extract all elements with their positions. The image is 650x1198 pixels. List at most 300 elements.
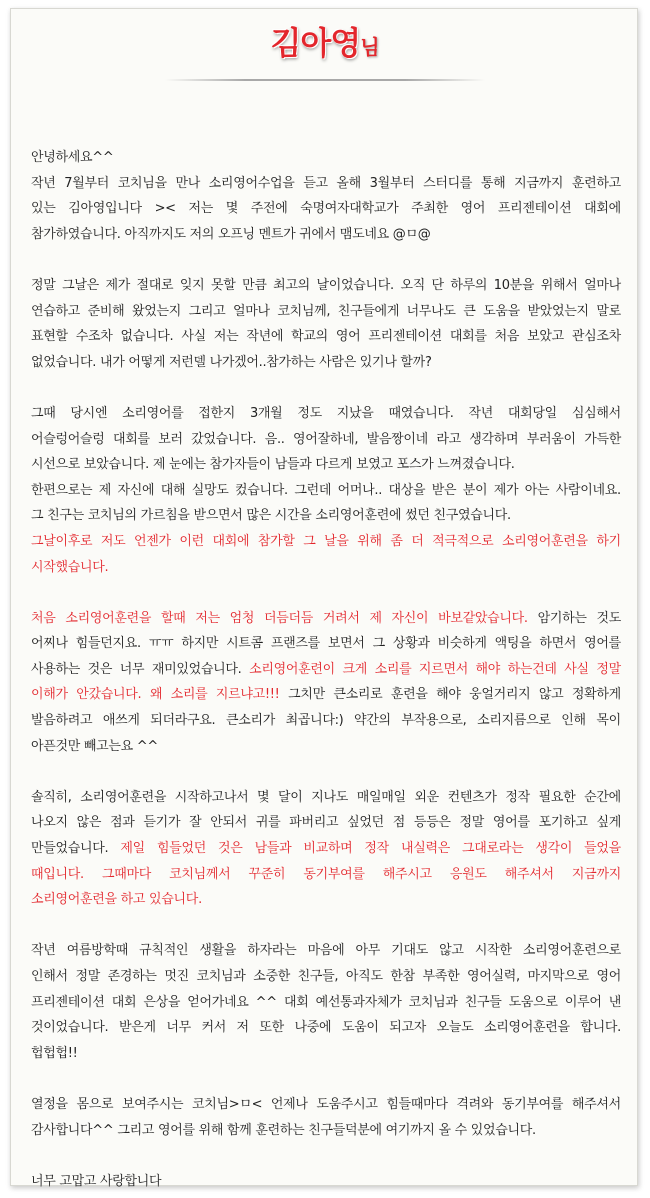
text-line (31, 785, 621, 811)
word: 아는 (524, 482, 550, 498)
word: 보았고 (527, 329, 564, 345)
highlighted-word: 크게 (342, 661, 367, 677)
word: 얻어가네요 (187, 994, 249, 1010)
word: 가득한 (584, 431, 621, 447)
word: 인해 (561, 713, 586, 729)
word: 작년 (468, 405, 493, 421)
word: 여름방학때 (66, 943, 128, 959)
word: 그 (31, 508, 44, 524)
word: 그날은 (62, 277, 99, 293)
word: 맴도네요 (339, 226, 389, 242)
word: 어떻게 (128, 354, 166, 370)
word: 파버리고 (289, 815, 339, 831)
word: 너무나도 (406, 303, 456, 319)
page-title (11, 23, 639, 67)
word: 듣기가 (143, 815, 181, 831)
highlighted-word: 처음 (31, 610, 56, 626)
paragraph-gap (31, 913, 621, 939)
highlighted-word: 거려서 (322, 610, 360, 626)
author-honorific: 님 (360, 35, 380, 59)
word: 것은 (87, 661, 113, 677)
text-line (31, 606, 621, 632)
word: 잘 (189, 815, 202, 831)
word: 준비해 (87, 303, 125, 319)
word: 정작 (505, 789, 530, 805)
word: 재미있었습니다. (151, 661, 242, 677)
word: 처음 (494, 329, 520, 345)
word: 영어 (596, 969, 621, 984)
word: 코치님과 (196, 969, 246, 984)
word: 대해 (160, 482, 186, 498)
word: 프리젠테이션 (368, 329, 442, 345)
word: 친구들에게 (337, 303, 400, 319)
word: 있는 (31, 201, 56, 217)
word: 제가 (105, 277, 130, 293)
word: 어찌나 (31, 636, 68, 652)
highlighted-word: 소리영어훈련을 (65, 610, 152, 626)
word: 영어 (460, 201, 486, 217)
word: ㅠㅠ (148, 636, 174, 652)
word: 있기나 (359, 354, 397, 370)
text-line (31, 401, 621, 427)
highlighted-word: 하기 (596, 533, 621, 549)
word: 올 (438, 1122, 451, 1138)
highlighted-word: 남들과 (254, 841, 292, 857)
word: 웅얼거리지 (469, 687, 531, 703)
word: 받으면서 (193, 508, 243, 524)
word: 내가 (99, 354, 125, 370)
word: 않고 (439, 943, 464, 959)
word: 매일매일 (356, 789, 406, 805)
text-line (31, 862, 621, 888)
highlighted-word: 왜 (149, 687, 163, 703)
word: 그때 (31, 405, 56, 421)
word: 눈에는 (168, 457, 206, 473)
word: 학교의 (291, 329, 328, 345)
word: 힘들때마다 (386, 1096, 448, 1112)
word: 왔었는지 (131, 303, 182, 319)
word: 사실 (181, 329, 206, 345)
text-line (31, 887, 621, 913)
word: 주전에 (250, 201, 288, 217)
word: 포기하고 (538, 815, 588, 831)
word: 영어실력, (466, 969, 520, 984)
text-line (31, 478, 621, 504)
word: 연습하고 (31, 303, 81, 319)
word: 것도 (596, 610, 621, 626)
word: 영어를 (584, 636, 621, 652)
word: 받았었는지 (527, 303, 589, 319)
word: 말로 (596, 303, 621, 319)
word: 하면서 (539, 636, 577, 652)
highlighted-word: 해주시고 (382, 866, 432, 882)
word: 발음짱이네 (366, 431, 428, 447)
word: 부러움이 (526, 431, 576, 447)
word: 생활을 (199, 943, 237, 959)
word: 솔직히, (31, 789, 72, 805)
word: 헙헙헙!! (31, 1045, 78, 1061)
word: 격려와 (456, 1096, 494, 1112)
word: 느껴졌습니다. (437, 457, 515, 473)
highlighted-word: 꾸준히 (248, 866, 286, 882)
word: 시작한 (474, 943, 512, 959)
word: 훈련을 (390, 687, 428, 703)
highlighted-word: 대회에 (212, 533, 250, 549)
word: 통해 (480, 175, 506, 191)
word: 프리젠테이션 (31, 994, 105, 1010)
word: ^^ (255, 994, 277, 1010)
word: 남들과 (274, 457, 312, 473)
text-line (31, 836, 621, 862)
text-line (31, 810, 621, 836)
highlighted-word: 하고 (120, 892, 146, 908)
word: 정말 (75, 969, 100, 984)
word: 않은 (76, 815, 102, 831)
word: 도움으로 (508, 994, 558, 1010)
word: 달이 (278, 789, 303, 805)
word: 소리지름으로 (477, 713, 551, 729)
highlighted-word: 소리를 (170, 687, 208, 703)
word: 소리영어훈련으로 (522, 943, 621, 959)
paragraph-gap (31, 1066, 621, 1092)
highlighted-word: 그 (303, 533, 316, 549)
word: 분이 (462, 482, 488, 498)
word: 심심해서 (571, 405, 621, 421)
highlighted-word: 저도 (100, 533, 126, 549)
word: 은상을 (143, 994, 181, 1010)
word: 하루의 (450, 277, 488, 293)
text-line (31, 734, 621, 760)
word: >< (154, 201, 176, 217)
word: 대회당일 (507, 405, 557, 421)
paragraph-gap (31, 1143, 621, 1169)
word: 싶었던 (347, 815, 384, 831)
word: 안되서 (210, 815, 247, 831)
highlighted-word: 지르냐고!!! (215, 687, 280, 703)
word: 다르게 (315, 457, 353, 473)
word: 순간에 (584, 789, 621, 805)
highlighted-word: 소리영어훈련을 (31, 892, 117, 908)
word: @ㅁ@ (392, 226, 431, 242)
highlighted-word: 언젠가 (134, 533, 171, 549)
highlighted-word: 그날이후로 (31, 533, 93, 549)
word: 코치님>ㅁ< (191, 1096, 263, 1112)
word: 최곱니다:) (285, 713, 344, 729)
word: 해주셔서 (571, 1096, 621, 1112)
highlighted-word: 그대로라는 (462, 841, 524, 857)
word: 사람이네요. (555, 482, 621, 498)
word: 멋진 (164, 969, 189, 984)
word: 아픈것만 (31, 738, 81, 754)
word: 만큼 (242, 277, 267, 293)
word: 비슷하게 (437, 636, 487, 652)
word: 그리고 (188, 303, 226, 319)
highlighted-word: 더 (411, 533, 424, 549)
text-line (31, 452, 621, 478)
text-line (31, 145, 621, 171)
text-line (31, 529, 621, 555)
word: 친구는 (47, 508, 84, 524)
word: 너무 (119, 661, 145, 677)
word: 대회를 (449, 329, 487, 345)
word: 스터디를 (423, 175, 473, 191)
word: 날이었습니다. (316, 277, 394, 293)
word: 정확하게 (571, 687, 621, 703)
word: 할까? (400, 354, 432, 370)
word: 싶게 (596, 815, 621, 831)
word: 빼고는요 (83, 738, 133, 754)
word: 함께 (226, 1122, 252, 1138)
word: 감사합니다^^ (31, 1122, 114, 1138)
text-line (31, 196, 621, 222)
highlighted-word: 사실 (564, 661, 589, 677)
text-line (31, 964, 621, 990)
word: 시선으로 (31, 457, 81, 473)
word: 지났을 (336, 405, 374, 421)
text-line (31, 1169, 621, 1195)
word: 대회 (283, 994, 309, 1010)
text-line (31, 708, 621, 734)
highlighted-word: 있습니다. (149, 892, 202, 908)
word: 실망도 (191, 482, 229, 498)
word: 관심조차 (571, 329, 621, 345)
highlighted-word: 소리를 (374, 661, 412, 677)
highlighted-word: 해야 (475, 661, 501, 677)
word: 만나 (175, 175, 200, 191)
word: 어슬렁어슬렁 (31, 431, 105, 447)
word: 보여주시는 (121, 1096, 184, 1112)
paragraph-gap (31, 375, 621, 401)
author-name: 김아영 (270, 24, 361, 62)
word: 컸습니다. (235, 482, 288, 498)
testimonial-card (10, 8, 638, 1189)
word: 수조차 (75, 329, 113, 345)
highlighted-word: 코치님께서 (169, 866, 231, 882)
text-line (31, 273, 621, 299)
word: 않고 (538, 687, 564, 703)
word: 그 (372, 636, 385, 652)
word: 못할 (210, 277, 236, 293)
word: 코치님을 (117, 175, 167, 191)
text-line (31, 1015, 621, 1041)
word: 그치만 (288, 687, 325, 703)
word: 발음하려고 (31, 713, 93, 729)
word: 생각하며 (469, 431, 519, 447)
word: 얼마나 (232, 303, 270, 319)
word: 귀를 (255, 815, 281, 831)
word: 올해 (336, 175, 361, 191)
word: 해야 (436, 687, 461, 703)
highlighted-word: 비교하며 (303, 841, 353, 857)
word: 시간을 (274, 508, 312, 524)
word: 나가겠어..참가하는 (209, 354, 316, 370)
word: 최고의 (273, 277, 310, 293)
word: 듣고 (303, 175, 328, 191)
highlighted-word: 지르면서 (418, 661, 468, 677)
highlighted-word: 응원도 (449, 866, 487, 882)
word: 안녕하세요^^ (31, 150, 114, 165)
word: 한참 (390, 969, 415, 984)
word: 소리영어수업을 (208, 175, 295, 191)
word: 보였고 (355, 457, 393, 473)
highlighted-word: 더듬더듬 (264, 610, 314, 626)
word: 주최한 (411, 201, 448, 217)
text-line (31, 631, 621, 657)
word: 이루어 (564, 994, 602, 1010)
word: 표현할 (31, 329, 68, 345)
word: 여기까지 (385, 1122, 435, 1138)
word: 외운 (414, 789, 439, 805)
word: 부작용으로, (401, 713, 467, 729)
word: 코치님께, (277, 303, 331, 319)
word: 점과 (110, 815, 135, 831)
text-line (31, 503, 621, 529)
word: 고맙고 (59, 1173, 97, 1189)
word: 액팅을 (494, 636, 532, 652)
text-line (31, 657, 621, 683)
highlighted-word: 제일 (120, 841, 145, 857)
word: 자신에 (117, 482, 155, 498)
highlighted-word: 엄청 (229, 610, 255, 626)
word: 규칙적인 (139, 943, 189, 959)
word: 낸 (608, 994, 621, 1010)
text-line (31, 1118, 621, 1144)
highlighted-word: 정작 (364, 841, 389, 857)
word: 그리고 (117, 1122, 155, 1138)
highlighted-word: 소리영어훈련이 (249, 661, 335, 677)
word: 한편으로는 (31, 482, 93, 498)
word: 프랜즈를 (270, 636, 320, 652)
word: 소리영어훈련을 (80, 789, 167, 805)
word: 나중에 (294, 1020, 332, 1036)
word: 저는 (213, 329, 239, 345)
word: 열정을 (31, 1096, 68, 1112)
word: 7월부터 (64, 175, 109, 191)
word: 소리영어훈련에 (315, 508, 402, 524)
word: 포스가 (396, 457, 434, 473)
word: 지나도 (311, 789, 348, 805)
word: 있었습니다. (470, 1122, 536, 1138)
word: 등등은 (413, 815, 451, 831)
word: 지금까지 (514, 175, 564, 191)
word: 암기하는 (537, 610, 587, 626)
word: 저의 (189, 226, 215, 242)
word: 오늘도 (436, 1020, 474, 1036)
word: 영어를 (157, 1122, 195, 1138)
word: 귀에서 (299, 226, 337, 242)
highlighted-word: 자신이 (391, 610, 429, 626)
word: 또한 (259, 1020, 284, 1036)
word: 어머나.. (337, 482, 383, 498)
word: 예선통과자체가 (315, 994, 402, 1010)
word: 사랑합니다 (100, 1173, 162, 1189)
word: 소중한 (253, 969, 290, 984)
text-line (31, 222, 621, 248)
paragraph-gap (31, 759, 621, 785)
word: 제 (98, 482, 112, 498)
word: 목이 (596, 713, 621, 729)
word: 너무 (166, 1020, 191, 1036)
word: 하지만 (181, 636, 219, 652)
word: 수 (454, 1122, 467, 1138)
word: 되고자 (389, 1020, 426, 1036)
word: 오직 (400, 277, 425, 293)
word: 약간의 (354, 713, 391, 729)
word: 라고 (436, 431, 461, 447)
word: 당시엔 (70, 405, 108, 421)
word: 친구였습니다. (433, 508, 511, 524)
text-line (31, 171, 621, 197)
text-line (31, 324, 621, 350)
highlighted-word: 좀 (390, 533, 403, 549)
word: 그런데 (294, 482, 332, 498)
word: 잊지 (179, 277, 205, 293)
word: 멘트가 (258, 226, 296, 242)
text-line (31, 938, 621, 964)
word: 너무 (31, 1173, 56, 1189)
word: 커서 (201, 1020, 226, 1036)
highlighted-word: 안갔습니다. (76, 687, 142, 703)
highlighted-word: 그때마다 (101, 866, 152, 882)
highlighted-word: 적극적으로 (432, 533, 494, 549)
word: 코치님의 (87, 508, 137, 524)
word: 나오지 (31, 815, 68, 831)
word: 몇 (225, 201, 239, 217)
word: 3월부터 (369, 175, 415, 191)
word: 하자라는 (247, 943, 297, 959)
highlighted-word: 참가할 (257, 533, 295, 549)
word: 만들었습니다. (31, 841, 109, 857)
word: 많은 (246, 508, 271, 524)
word: 저런델 (168, 354, 206, 370)
text-line (31, 555, 621, 581)
word: 영어를 (492, 815, 530, 831)
word: 큰소리가 (225, 713, 275, 729)
title-divider (165, 79, 485, 81)
highlighted-word: 해주셔서 (504, 866, 554, 882)
word: 합니다. (580, 1020, 621, 1036)
word: 훈련하는 (255, 1122, 305, 1138)
word: 숙명여자대학교가 (300, 201, 399, 217)
word: 대회에 (584, 201, 621, 217)
word: 동기부여를 (501, 1096, 564, 1112)
word: 영어 (335, 329, 361, 345)
word: 사용하는 (31, 661, 81, 677)
word: 애쓰게 (102, 713, 140, 729)
word: 프리젠테이션 (497, 201, 572, 217)
text-line (31, 299, 621, 325)
word: 것이었습니다. (31, 1020, 109, 1036)
text-line (31, 682, 621, 708)
word: 도움주시고 (316, 1096, 378, 1112)
word: 인해서 (31, 969, 68, 984)
word: 언제나 (270, 1096, 308, 1112)
word: 참가하였습니다. (31, 226, 121, 242)
highlighted-word: 할때 (160, 610, 186, 626)
word: 점 (392, 815, 406, 831)
word: 절대로 (136, 277, 174, 293)
word: 대상을 (388, 482, 426, 498)
word: 없었습니다. (31, 354, 97, 370)
word: 갔었습니다. (191, 431, 257, 447)
word: 몸으로 (76, 1096, 114, 1112)
testimonial-body (31, 145, 621, 1194)
highlighted-word: 생각이 (535, 841, 573, 857)
word: 대회 (111, 994, 137, 1010)
word: 큰 (463, 303, 476, 319)
word: 참가자들이 (209, 457, 271, 473)
highlighted-word: 날을 (324, 533, 349, 549)
